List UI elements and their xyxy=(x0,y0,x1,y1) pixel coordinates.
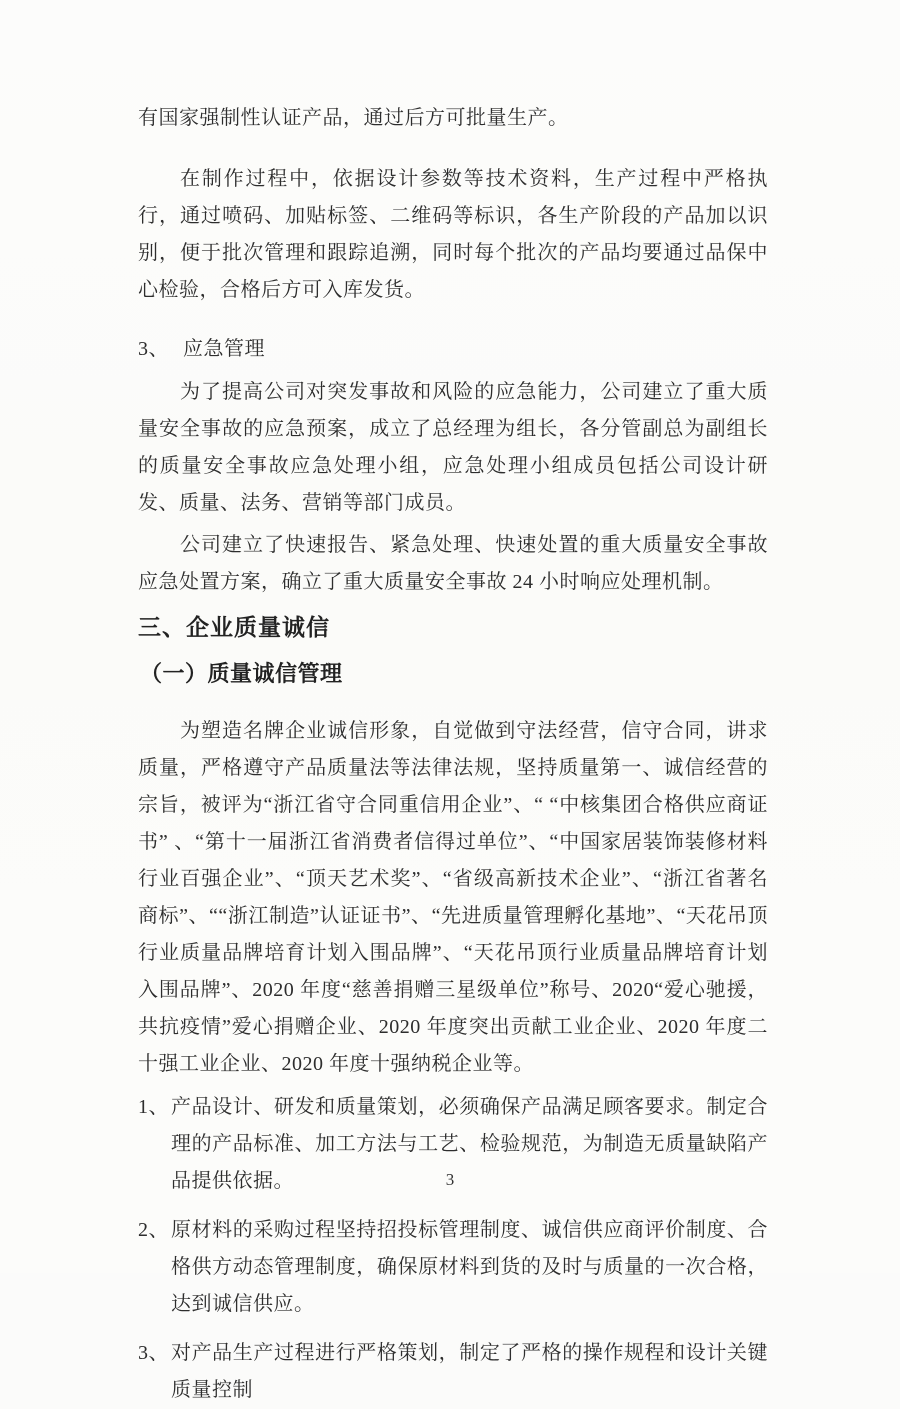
paragraph-emergency-response: 公司建立了快速报告、紧急处理、快速处置的重大质量安全事故应急处置方案，确立了重大质量安全事故 24 小时响应处理机制。 xyxy=(138,534,768,593)
subsection-heading-quality-integrity-management: （一）质量诚信管理 xyxy=(140,661,343,686)
list-item-marker: 3、 xyxy=(138,1342,169,1364)
section-heading-enterprise-quality-integrity: 三、企业质量诚信 xyxy=(138,615,330,640)
list-item-text: 对产品生产过程进行严格策划，制定了严格的操作规程和设计关键质量控制 xyxy=(171,1342,768,1401)
heading-emergency-label: 应急管理 xyxy=(183,338,265,360)
list-item xyxy=(138,1212,768,1323)
paragraph-integrity-overview: 为塑造名牌企业诚信形象，自觉做到守法经营，信守合同，讲求质量，严格遵守产品质量法等法律法规，坚持质量第一、诚信经营的宗旨，被评为“浙江省守合同重信用企业”、“ “中核集团合格供应商证书” 、“第十一届浙江省消费者信得过单位”、“中国家居装饰装修材料行业百强企业”、“顶天艺术奖”、“省级高新技术企业”、“浙江省著名商标”、““浙江制造”认证证书”、“先进质量管理孵化基地”、“天花吊顶行业质量品牌培育计划入围品牌”、“天花吊顶行业质量品牌培育计划入围品牌”、2020 年度“慈善捐赠三星级单位”称号、2020“爱心驰援，共抗疫情”爱心捐赠企业、2020 年度突出贡献工业企业、2020 年度二十强工业企业、2020 年度十强纳税企业等。 xyxy=(138,720,768,1075)
paragraph-production-marking: 在制作过程中，依据设计参数等技术资料，生产过程中严格执行，通过喷码、加贴标签、二维码等标识，各生产阶段的产品加以识别，便于批次管理和跟踪追溯，同时每个批次的产品均要通过品保中心检验，合格后方可入库发货。 xyxy=(138,168,768,301)
list-item-text: 产品设计、研发和质量策划，必须确保产品满足顾客要求。制定合理的产品标准、加工方法与工艺、检验规范，为制造无质量缺陷产品提供依据。 xyxy=(171,1096,768,1192)
list-item-marker: 2、 xyxy=(138,1219,169,1241)
list-item-marker: 1、 xyxy=(138,1096,169,1118)
page-number: 3 xyxy=(445,1170,455,1189)
heading-emergency-management xyxy=(138,331,768,368)
list-item-text: 原材料的采购过程坚持招投标管理制度、诚信供应商评价制度、合格供方动态管理制度，确保原材料到货的及时与质量的一次合格，达到诚信供应。 xyxy=(171,1219,768,1315)
quality-measures-list xyxy=(138,1089,768,1409)
paragraph-certification-tail: 有国家强制性认证产品，通过后方可批量生产。 xyxy=(138,107,569,129)
list-item xyxy=(138,1335,768,1409)
heading-emergency-marker: 3、 xyxy=(138,338,169,360)
paragraph-emergency-intro: 为了提高公司对突发事故和风险的应急能力，公司建立了重大质量安全事故的应急预案，成立了总经理为组长，各分管副总为副组长的质量安全事故应急处理小组，应急处理小组成员包括公司设计研发、质量、法务、营销等部门成员。 xyxy=(138,381,768,514)
